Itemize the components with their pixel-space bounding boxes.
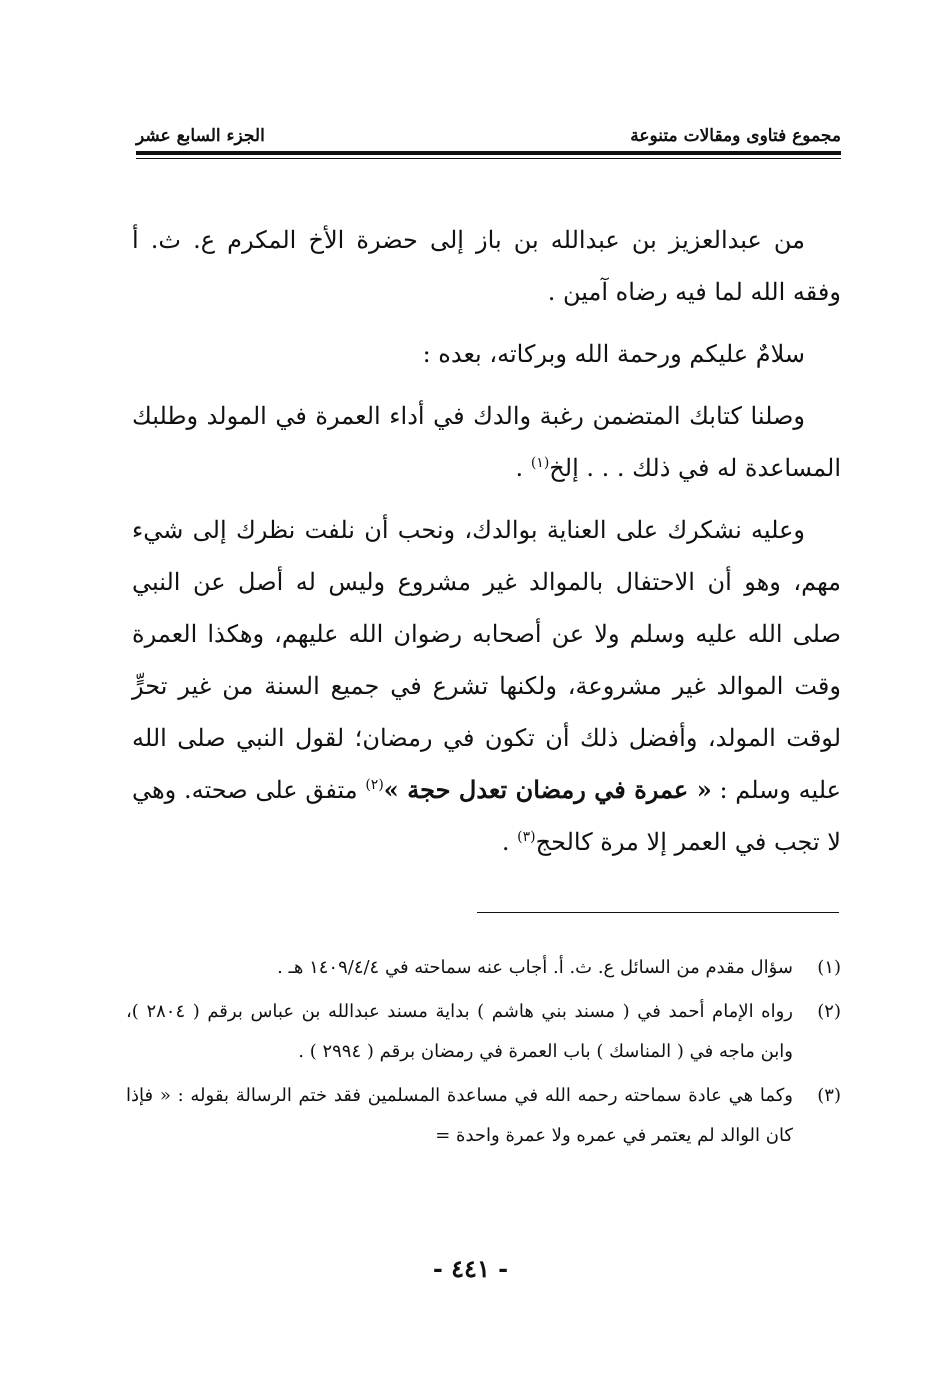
footnote-number: (١) [817, 957, 841, 978]
page-number: - ٤٤١ - [432, 1254, 509, 1283]
paragraph-salutation: من عبدالعزيز بن عبدالله بن باز إلى حضرة الأخ المكرم ع. ث. أ وفقه الله لما فيه رضاه آمين . [132, 226, 841, 306]
hadith-quote: « عمرة في رمضان تعدل حجة » [383, 775, 712, 804]
footnote-2 [126, 992, 841, 1072]
book-title: مجموع فتاوى ومقالات متنوعة [630, 126, 841, 146]
answer-end: . [501, 828, 510, 856]
request-end: . [515, 454, 524, 482]
request-text: وصلنا كتابك المتضمن رغبة والدك في أداء العمرة في المولد وطلبك المساعدة له في ذلك . . . إلخ [132, 402, 841, 482]
footnote-ref-1: (١) [530, 455, 550, 471]
footnote-number: (٣) [817, 1085, 841, 1106]
footnote-1 [126, 948, 841, 988]
running-header [136, 122, 841, 154]
paragraph-greeting: سلامٌ عليكم ورحمة الله وبركاته، بعده : [422, 340, 805, 368]
volume-label: الجزء السابع عشر [136, 126, 265, 146]
footnote-text: رواه الإمام أحمد في ( مسند بني هاشم ) بداية مسند عبدالله بن عباس برقم ( ٢٨٠٤ )، وابن ماجه في ( المناسك ) باب العمرة في رمضان برقم ( ٢٩٩٤ ) . [126, 1001, 793, 1062]
paragraph-request [132, 390, 841, 494]
footnote-ref-3: (٣) [517, 829, 536, 845]
header-rule-thin [136, 158, 841, 159]
footnote-number: (٢) [817, 1001, 841, 1022]
answer-text-1: وعليه نشكرك على العناية بوالدك، ونحب أن نلفت نظرك إلى شيء مهم، وهو أن الاحتفال بالموالد غير مشروع وليس له أصل عن النبي صلى الله عليه وسلم ولا عن أصحابه رضوان الله عليهم، وهكذا العمرة وقت الموالد غير مشروعة، ولكنها تشرع في جميع السنة من غير تحرٍّ لوقت المولد، وأفضل ذلك أن تكون في رمضان؛ لقول النبي صلى الله عليه وسلم : [132, 516, 842, 804]
footnote-text: وكما هي عادة سماحته رحمه الله في مساعدة المسلمين فقد ختم الرسالة بقوله : « فإذا كان الوالد لم يعتمر في عمره ولا عمرة واحدة = [126, 1085, 793, 1146]
footnote-ref-2: (٢) [365, 777, 384, 793]
footnote-3 [126, 1076, 841, 1156]
footnotes [126, 948, 841, 1160]
letter-body [132, 214, 841, 878]
answer-text-2: متفق على صحته. وهي لا تجب في العمر إلا مرة كالحج [132, 776, 841, 856]
footnote-separator [477, 912, 839, 913]
paragraph-answer [132, 504, 841, 868]
header-rule-thick [136, 151, 841, 155]
footnote-text: سؤال مقدم من السائل ع. ث. أ. أجاب عنه سماحته في ١٤٠٩/٤/٤ هـ . [277, 957, 793, 978]
